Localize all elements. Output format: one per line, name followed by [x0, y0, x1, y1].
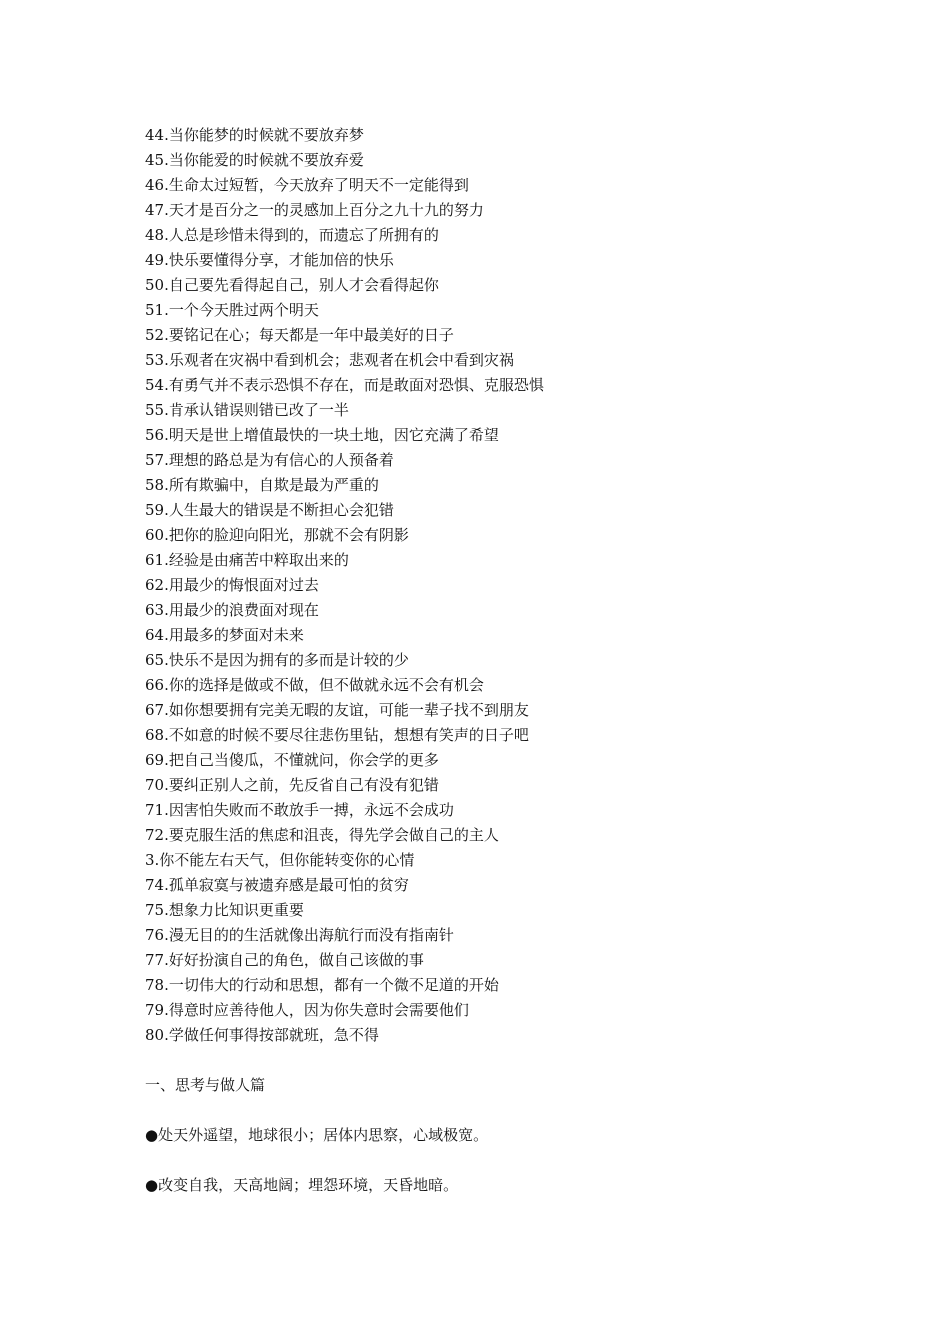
- quote-line-53: 53.乐观者在灾祸中看到机会；悲观者在机会中看到灾祸: [145, 351, 514, 369]
- quote-line-70: 70.要纠正别人之前，先反省自己有没有犯错: [145, 776, 439, 794]
- quote-line-57: 57.理想的路总是为有信心的人预备着: [145, 451, 394, 469]
- section-heading: 一、思考与做人篇: [145, 1076, 266, 1094]
- quote-line-75: 75.想象力比知识更重要: [145, 901, 304, 919]
- quote-line-54: 54.有勇气并不表示恐惧不存在，而是敢面对恐惧、克服恐惧: [145, 376, 544, 394]
- quote-line-67: 67.如你想要拥有完美无暇的友谊，可能一辈子找不到朋友: [145, 701, 529, 719]
- quote-line-46: 46.生命太过短暂，今天放弃了明天不一定能得到: [145, 176, 469, 194]
- quote-line-63: 63.用最少的浪费面对现在: [145, 601, 319, 619]
- quote-line-58: 58.所有欺骗中，自欺是最为严重的: [145, 476, 379, 494]
- quote-line-68: 68.不如意的时候不要尽往悲伤里钻，想想有笑声的日子吧: [145, 726, 529, 744]
- quote-line-62: 62.用最少的悔恨面对过去: [145, 576, 319, 594]
- paragraph-spacer: [145, 1048, 845, 1073]
- quote-line-78: 78.一切伟大的行动和思想，都有一个微不足道的开始: [145, 976, 499, 994]
- quote-line-50: 50.自己要先看得起自己，别人才会看得起你: [145, 276, 439, 294]
- quote-line-47: 47.天才是百分之一的灵感加上百分之九十九的努力: [145, 201, 484, 219]
- bullet-paragraph: ●处天外遥望，地球很小；居体内思察，心域极宽。: [145, 1126, 489, 1144]
- quote-line-56: 56.明天是世上增值最快的一块土地，因它充满了希望: [145, 426, 499, 444]
- paragraph-spacer: [145, 1148, 845, 1173]
- quote-line-71: 71.因害怕失败而不敢放手一搏，永远不会成功: [145, 801, 454, 819]
- quote-line-45: 45.当你能爱的时候就不要放弃爱: [145, 151, 364, 169]
- quote-line-49: 49.快乐要懂得分享，才能加倍的快乐: [145, 251, 394, 269]
- document-body: [145, 123, 845, 1198]
- quote-line-72: 72.要克服生活的焦虑和沮丧，得先学会做自己的主人: [145, 826, 499, 844]
- quote-line-74: 74.孤单寂寞与被遗弃感是最可怕的贫穷: [145, 876, 409, 894]
- quote-line-61: 61.经验是由痛苦中粹取出来的: [145, 551, 349, 569]
- quote-line-76: 76.漫无目的的生活就像出海航行而没有指南针: [145, 926, 454, 944]
- quote-line-77: 77.好好扮演自己的角色，做自己该做的事: [145, 951, 424, 969]
- quote-line-66: 66.你的选择是做或不做，但不做就永远不会有机会: [145, 676, 484, 694]
- quote-line-48: 48.人总是珍惜未得到的，而遗忘了所拥有的: [145, 226, 439, 244]
- quote-line-55: 55.肯承认错误则错已改了一半: [145, 401, 349, 419]
- quote-line-59: 59.人生最大的错误是不断担心会犯错: [145, 501, 394, 519]
- paragraph-spacer: [145, 1098, 845, 1123]
- quote-line-52: 52.要铭记在心；每天都是一年中最美好的日子: [145, 326, 454, 344]
- quote-line-44: 44.当你能梦的时候就不要放弃梦: [145, 126, 364, 144]
- quote-list: [145, 123, 845, 1048]
- quote-line-64: 64.用最多的梦面对未来: [145, 626, 304, 644]
- quote-line-69: 69.把自己当傻瓜，不懂就问，你会学的更多: [145, 751, 439, 769]
- quote-line-73: 3.你不能左右天气，但你能转变你的心情: [145, 851, 415, 869]
- bullet-paragraph: ●改变自我，天高地阔；埋怨环境，天昏地暗。: [145, 1176, 459, 1194]
- quote-line-79: 79.得意时应善待他人，因为你失意时会需要他们: [145, 1001, 469, 1019]
- quote-line-65: 65.快乐不是因为拥有的多而是计较的少: [145, 651, 409, 669]
- quote-line-80: 80.学做任何事得按部就班，急不得: [145, 1026, 379, 1044]
- quote-line-60: 60.把你的脸迎向阳光，那就不会有阴影: [145, 526, 409, 544]
- quote-line-51: 51.一个今天胜过两个明天: [145, 301, 319, 319]
